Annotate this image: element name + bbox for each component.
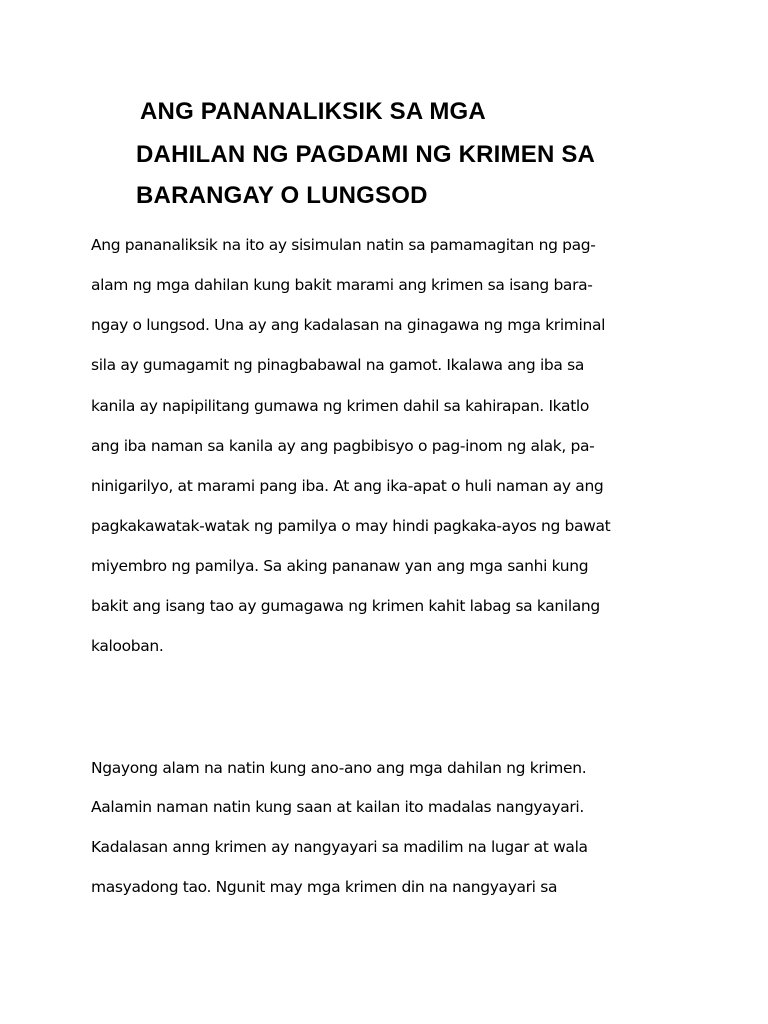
paragraph-1-line-9: miyembro ng pamilya. Sa aking pananaw yan ang mga sanhi kung <box>91 557 589 575</box>
title-line-3: BARANGAY O LUNGSOD <box>136 182 428 209</box>
paragraph-1-line-2: alam ng mga dahilan kung bakit marami ang krimen sa isang bara- <box>91 276 593 294</box>
paragraph-2-line-2: Aalamin naman natin kung saan at kailan ito madalas nangyayari. <box>91 798 584 816</box>
paragraph-1-line-3: ngay o lungsod. Una ay ang kadalasan na ginagawa ng mga kriminal <box>91 316 606 334</box>
paragraph-1-line-5: kanila ay napipilitang gumawa ng krimen dahil sa kahirapan. Ikatlo <box>91 397 590 415</box>
paragraph-1-line-7: ninigarilyo, at marami pang iba. At ang ika-apat o huli naman ay ang <box>91 477 604 495</box>
paragraph-1-line-11: kalooban. <box>91 637 164 655</box>
paragraph-2-line-1: Ngayong alam na natin kung ano-ano ang mga dahilan ng krimen. <box>91 759 587 777</box>
paragraph-1-line-10: bakit ang isang tao ay gumagawa ng krimen kahit labag sa kanilang <box>91 597 600 615</box>
paragraph-2-line-4: masyadong tao. Ngunit may mga krimen din na nangyayari sa <box>91 878 558 896</box>
paragraph-1-line-8: pagkakawatak-watak ng pamilya o may hindi pagkaka-ayos ng bawat <box>91 517 611 535</box>
paragraph-2-line-3: Kadalasan anng krimen ay nangyayari sa madilim na lugar at wala <box>91 838 588 856</box>
paragraph-1-line-4: sila ay gumagamit ng pinagbabawal na gamot. Ikalawa ang iba sa <box>91 356 585 374</box>
title-line-2: DAHILAN NG PAGDAMI NG KRIMEN SA <box>136 141 596 168</box>
title-line-1: ANG PANANALIKSIK SA MGA <box>140 98 486 125</box>
paragraph-1-line-1: Ang pananaliksik na ito ay sisimulan natin sa pamamagitan ng pag- <box>91 236 596 254</box>
paragraph-1-line-6: ang iba naman sa kanila ay ang pagbibisyo o pag-inom ng alak, pa- <box>91 437 595 455</box>
